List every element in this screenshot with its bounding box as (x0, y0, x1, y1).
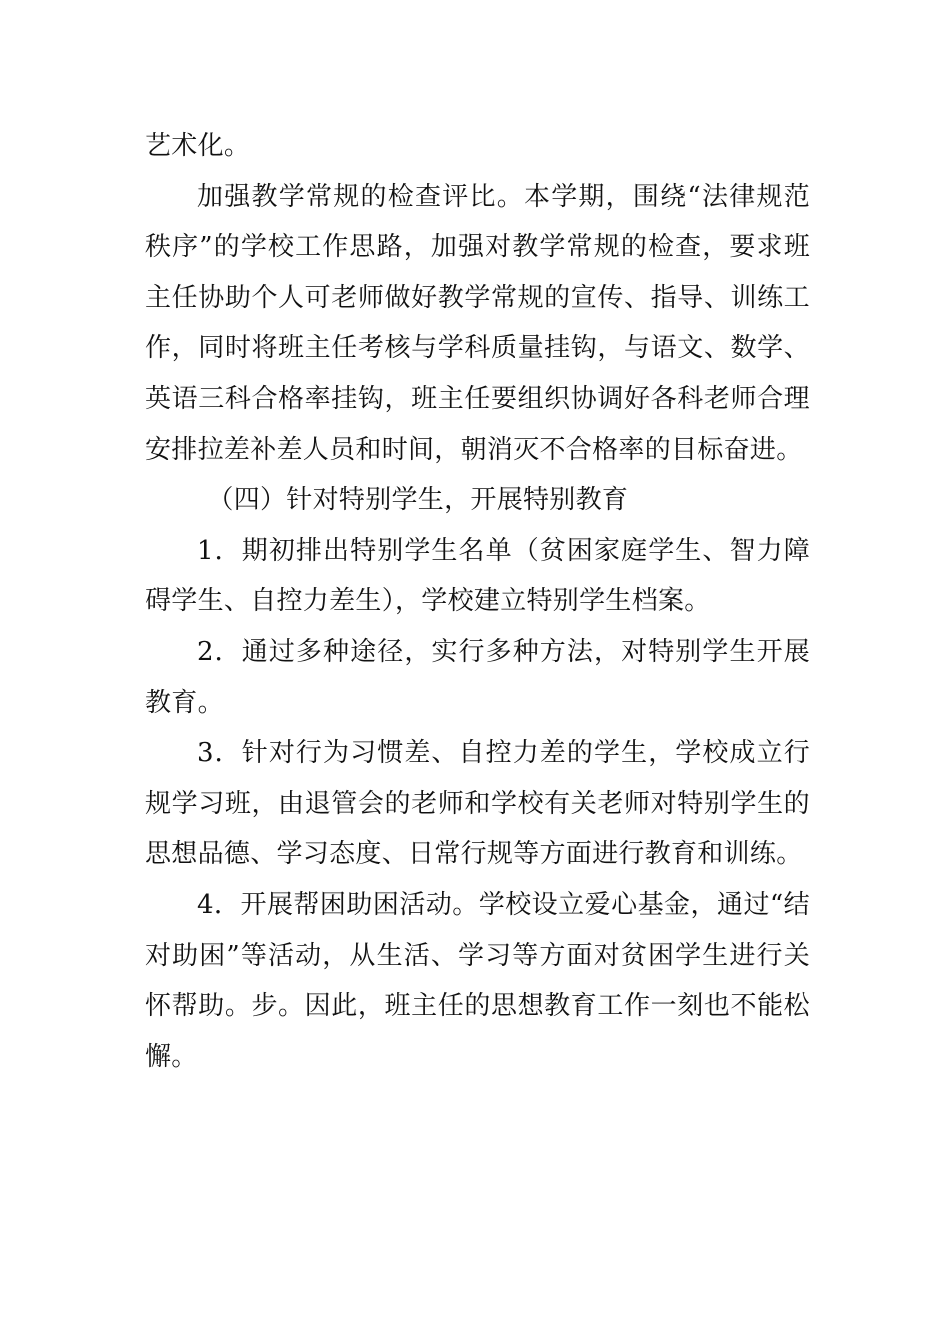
list-item-3: 3．针对行为习惯差、自控力差的学生，学校成立行规学习班，由退管会的老师和学校有关老师对特别学生的思想品德、学习态度、日常行规等方面进行教育和训练。 (145, 738, 810, 870)
section-heading-special-students: （四）针对特别学生，开展特别教育 (207, 485, 629, 516)
document-body (145, 121, 810, 1082)
list-item-2: 2．通过多种途径，实行多种方法，对特别学生开展教育。 (145, 636, 810, 718)
list-item-1: 1．期初排出特别学生名单（贫困家庭学生、智力障碍学生、自控力差生），学校建立特别学生档案。 (145, 535, 810, 617)
paragraph-teaching-routine: 加强教学常规的检查评比。本学期，围绕“法律规范秩序”的学校工作思路，加强对教学常规的检查，要求班主任协助个人可老师做好教学常规的宣传、指导、训练工作，同时将班主任考核与学科质量挂钩，与语文、数学、英语三科合格率挂钩，班主任要组织协调好各科老师合理安排拉差补差人员和时间，朝消灭不合格率的目标奋进。 (145, 181, 810, 465)
list-item-4: 4．开展帮困助困活动。学校设立爱心基金，通过“结对助困”等活动，从生活、学习等方面对贫困学生进行关怀帮助。步。因此，班主任的思想教育工作一刻也不能松懈。 (145, 889, 810, 1072)
paragraph-continuation: 艺术化。 (145, 131, 251, 161)
